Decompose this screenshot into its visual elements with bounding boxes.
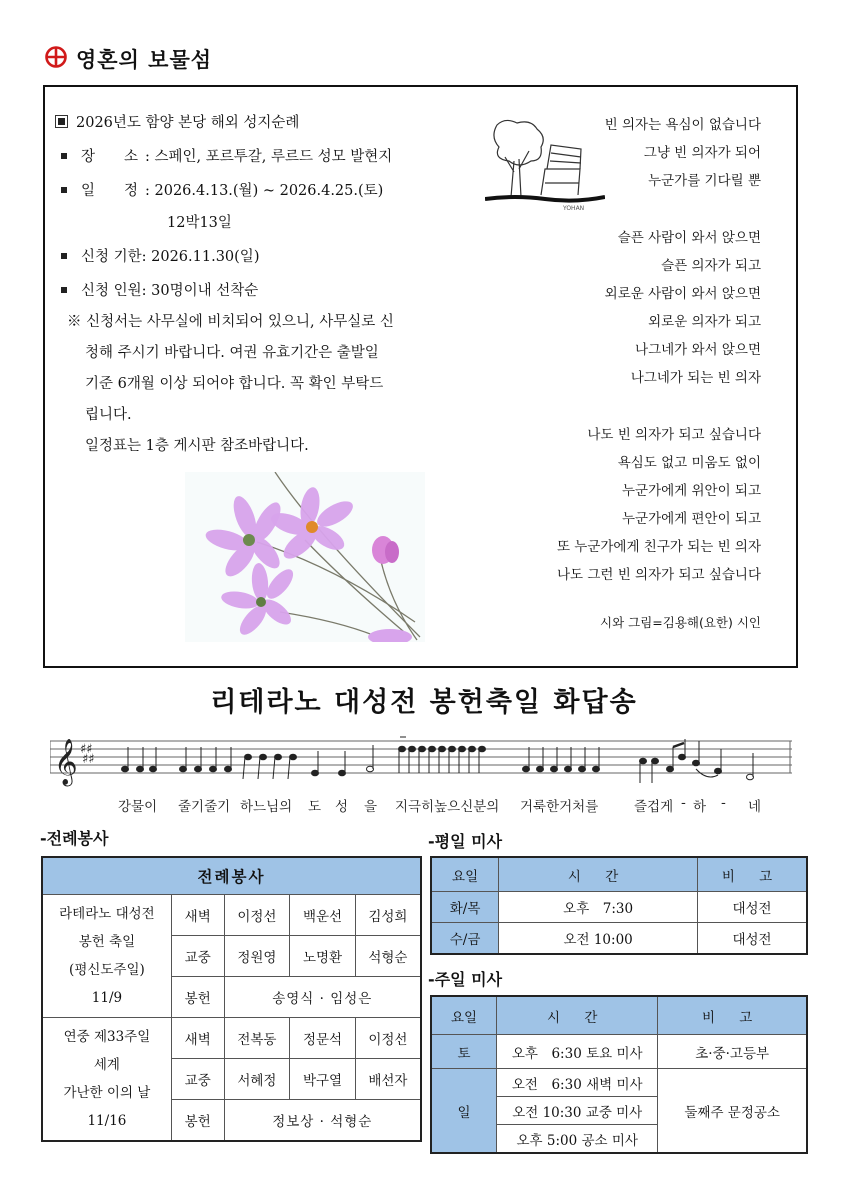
cross-circle-icon <box>44 45 68 73</box>
column-header: 요일 <box>431 996 497 1035</box>
section-weekday-label: -평일 미사 <box>428 832 503 851</box>
poem-line: 그냥 빈 의자가 되어 <box>643 145 761 161</box>
sheet-music-notation <box>50 733 792 793</box>
schedule-line <box>55 177 455 205</box>
poem-line: 슬픈 의자가 되고 <box>661 258 761 274</box>
note-cell: 초·중·고등부 <box>658 1035 807 1069</box>
page-header <box>44 44 212 74</box>
time-cell: 오전 6:30 새벽 미사 <box>497 1069 658 1097</box>
poem-line: 외로운 사람이 와서 앉으면 <box>604 286 761 302</box>
lyric: - <box>681 795 686 811</box>
poem-empty-chair <box>441 111 761 637</box>
poem-line: 누군가에게 위안이 되고 <box>622 483 761 499</box>
svg-text:YOHAN: YOHAN <box>563 205 585 212</box>
note-cell: 둘째주 문정공소 <box>658 1069 807 1154</box>
name-cell: 백운선 <box>290 895 356 936</box>
capacity-line <box>55 277 455 305</box>
poem-line: 나그네가 되는 빈 의자 <box>630 370 761 386</box>
section-liturgy-label: -전례봉사 <box>40 829 109 848</box>
schedule-value: : 2026.4.13.(월) ~ 2026.4.25.(토) <box>145 183 384 199</box>
time-cell: 오후 7:30 <box>499 892 698 923</box>
day-cell: 토 <box>431 1035 497 1069</box>
poem-line: 나도 빈 의자가 되고 싶습니다 <box>587 427 761 443</box>
column-header: 비 고 <box>658 996 807 1035</box>
role-cell: 교중 <box>171 1059 224 1100</box>
column-header: 시 간 <box>499 857 698 892</box>
lyric: 성 <box>335 799 349 815</box>
day-cell: 일 <box>431 1069 497 1154</box>
poem-line: 빈 의자는 욕심이 없습니다 <box>604 117 761 133</box>
pilgrimage-notice <box>55 109 455 462</box>
bullet-icon <box>61 287 67 293</box>
svg-text:♯♯: ♯♯ <box>82 752 95 767</box>
lyric: 강물이 <box>118 799 158 815</box>
name-cell: 정원영 <box>224 936 290 977</box>
name-cell: 정문석 <box>290 1018 356 1059</box>
table-header-row <box>431 996 807 1035</box>
name-cell: 석형순 <box>355 936 421 977</box>
table-row <box>431 1035 807 1069</box>
poem-line: 슬픈 사람이 와서 앉으면 <box>617 230 761 246</box>
time-cell: 오후 5:00 공소 미사 <box>497 1125 658 1154</box>
name-cell: 김성희 <box>355 895 421 936</box>
column-header: 비 고 <box>698 857 807 892</box>
name-cell: 이정선 <box>224 895 290 936</box>
poem-line: 누군가를 기다릴 뿐 <box>648 173 761 189</box>
name-cell: 전복동 <box>224 1018 290 1059</box>
duration: 12박13일 <box>167 215 232 231</box>
table-row <box>431 892 807 923</box>
page-title: 영혼의 보물섬 <box>76 48 213 72</box>
poem-credit: 시와 그림=김용해(요한) 시인 <box>600 615 761 630</box>
table-header: 전례봉사 <box>42 857 421 895</box>
poem-line: 외로운 의자가 되고 <box>648 314 761 330</box>
bullet-icon <box>61 153 67 159</box>
column-header: 요일 <box>431 857 499 892</box>
deadline: 신청 기한: 2026.11.30(일) <box>81 249 260 265</box>
schedule-label: 일 정 <box>81 183 139 199</box>
pilgrimage-title: 2026년도 함양 본당 해외 성지순례 <box>76 115 300 131</box>
bullet-icon <box>61 253 67 259</box>
sunday-mass-table <box>430 995 808 1154</box>
day-cell: 화/목 <box>431 892 499 923</box>
lyric: 하 <box>693 799 707 815</box>
table-row <box>42 1018 421 1059</box>
name-cell: 박구열 <box>290 1059 356 1100</box>
deadline-line <box>55 243 455 271</box>
lyric: - <box>721 795 726 811</box>
note-line: 립니다. <box>85 407 132 423</box>
note-line: 청해 주시기 바랍니다. 여권 유효기간은 출발일 <box>85 345 379 361</box>
offering-names-cell: 정보상 · 석형순 <box>224 1100 421 1142</box>
lyric: 도 <box>308 799 322 815</box>
note-line: 일정표는 1층 게시판 참조바랍니다. <box>85 438 309 454</box>
offering-names-cell: 송영식 · 임성은 <box>224 977 421 1018</box>
event-cell: 연중 제33주일 세계 가난한 이의 날 11/16 <box>42 1018 171 1142</box>
lyric: 줄기줄기 <box>178 799 231 815</box>
role-cell: 새벽 <box>171 895 224 936</box>
liturgy-service-table <box>41 856 422 1142</box>
role-cell: 봉헌 <box>171 977 224 1018</box>
note-cell: 대성전 <box>698 923 807 955</box>
lyric: 거룩한거처를 <box>520 799 599 815</box>
lyric: 을 <box>364 799 378 815</box>
table-row <box>431 1069 807 1097</box>
note-line: ※ 신청서는 사무실에 비치되어 있으니, 사무실로 신 <box>67 314 394 330</box>
table-row <box>431 923 807 955</box>
weekday-mass-table <box>430 856 808 955</box>
role-cell: 새벽 <box>171 1018 224 1059</box>
notice-box <box>43 85 798 668</box>
poem-line: 나그네가 와서 앉으면 <box>635 342 761 358</box>
note-cell: 대성전 <box>698 892 807 923</box>
square-bullet-icon <box>55 115 68 128</box>
day-cell: 수/금 <box>431 923 499 955</box>
lyric: 네 <box>748 799 762 815</box>
section-sunday-label: -주일 미사 <box>428 970 503 989</box>
table-row <box>42 895 421 936</box>
name-cell: 서혜정 <box>224 1059 290 1100</box>
poem-line: 욕심도 없고 미움도 없이 <box>617 455 761 471</box>
name-cell: 배선자 <box>355 1059 421 1100</box>
capacity: 신청 인원: 30명이내 선착순 <box>81 283 259 299</box>
role-cell: 봉헌 <box>171 1100 224 1142</box>
time-cell: 오전 10:00 <box>499 923 698 955</box>
music-staff <box>50 733 792 823</box>
name-cell: 이정선 <box>355 1018 421 1059</box>
time-cell: 오후 6:30 토요 미사 <box>497 1035 658 1069</box>
place-line <box>55 143 455 171</box>
cosmos-flowers-image <box>185 472 425 642</box>
poem-line: 나도 그런 빈 의자가 되고 싶습니다 <box>556 567 761 583</box>
place-label: 장 소 <box>81 149 139 165</box>
bullet-icon <box>61 187 67 193</box>
lyric: 즐겁게 <box>634 799 674 815</box>
note-line: 기준 6개월 이상 되어야 합니다. 꼭 확인 부탁드 <box>85 376 384 392</box>
event-cell: 라테라노 대성전 봉헌 축일 (평신도주일) 11/9 <box>42 895 171 1018</box>
lyric: 하느님의 <box>240 799 293 815</box>
pilgrimage-title-line <box>55 109 455 137</box>
poem-line: 또 누군가에게 친구가 되는 빈 의자 <box>556 539 761 555</box>
svg-text:♯♯: ♯♯ <box>80 742 93 757</box>
time-cell: 오전 10:30 교중 미사 <box>497 1097 658 1125</box>
svg-text:𝄞: 𝄞 <box>54 739 78 785</box>
place-value: : 스페인, 포르투갈, 루르드 성모 발현지 <box>145 149 393 165</box>
lyric: 지극히높으신분의 <box>395 799 500 815</box>
poem-line: 누군가에게 편안이 되고 <box>622 511 761 527</box>
table-header-row <box>431 857 807 892</box>
column-header: 시 간 <box>497 996 658 1035</box>
hymn-title: 리테라노 대성전 봉헌축일 화답송 <box>210 687 638 718</box>
role-cell: 교중 <box>171 936 224 977</box>
name-cell: 노명환 <box>290 936 356 977</box>
